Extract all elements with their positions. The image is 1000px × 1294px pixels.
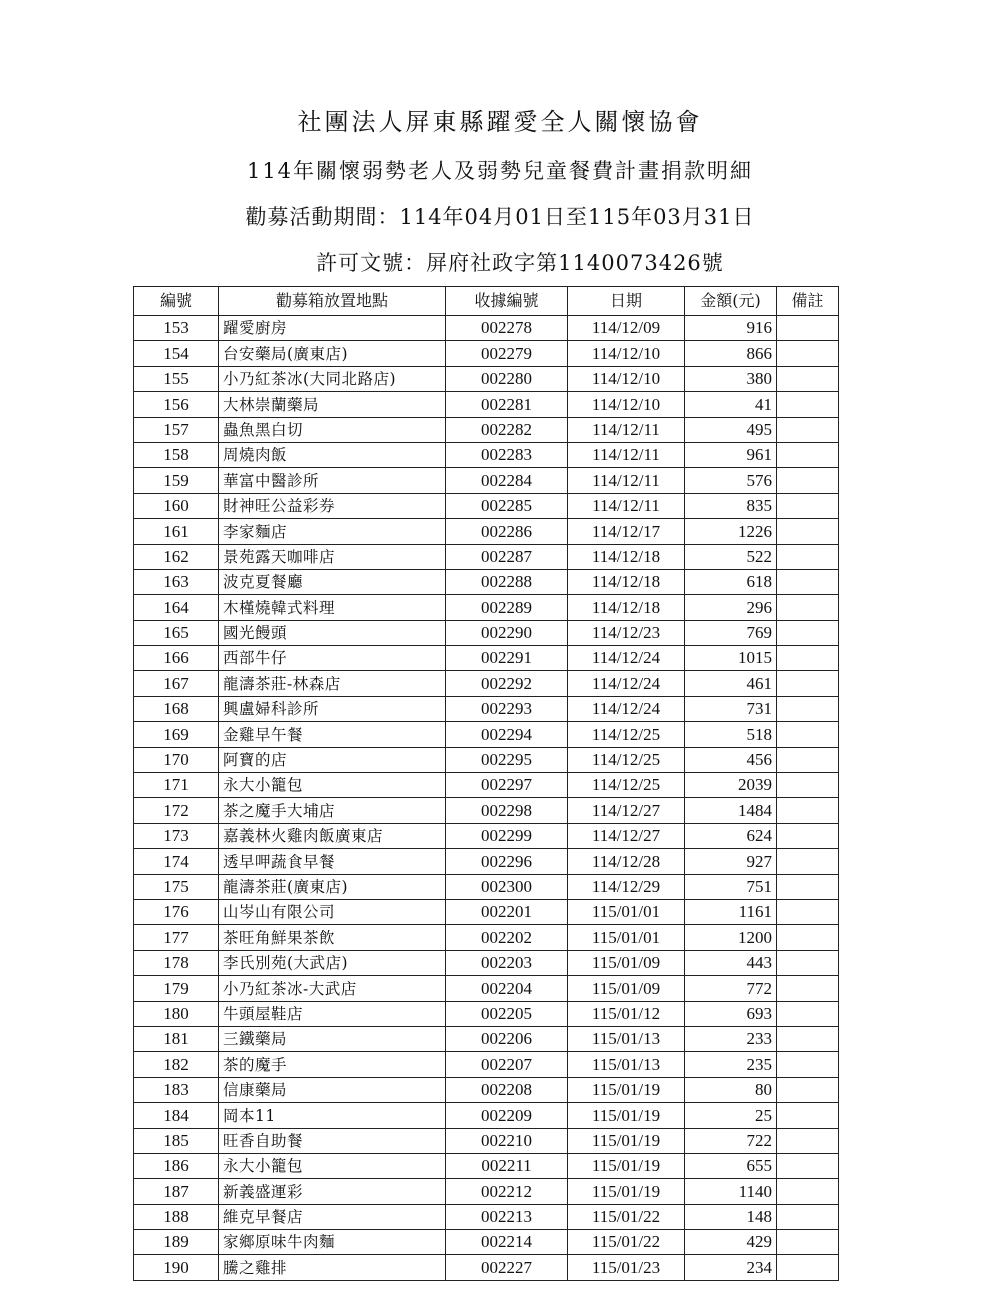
row-date: 114/12/28 (568, 849, 685, 874)
row-location: 三鐵藥局 (219, 1026, 446, 1051)
table-row (134, 366, 839, 391)
table-row (134, 1230, 839, 1255)
row-date: 115/01/12 (568, 1001, 685, 1026)
row-note (777, 1052, 839, 1077)
row-date: 115/01/19 (568, 1077, 685, 1102)
row-date: 114/12/23 (568, 620, 685, 645)
row-note (777, 493, 839, 518)
row-number: 165 (134, 620, 219, 645)
table-row (134, 468, 839, 493)
row-note (777, 823, 839, 848)
row-number: 170 (134, 747, 219, 772)
table-row (134, 1179, 839, 1204)
table-row (134, 1153, 839, 1178)
row-amount: 655 (685, 1153, 777, 1178)
table-row (134, 874, 839, 899)
row-date: 115/01/13 (568, 1052, 685, 1077)
row-location: 岡本11 (219, 1103, 446, 1128)
table-row (134, 519, 839, 544)
row-receipt-number: 002205 (446, 1001, 568, 1026)
table-row (134, 1052, 839, 1077)
row-date: 114/12/11 (568, 468, 685, 493)
row-location: 台安藥局(廣東店) (219, 341, 446, 366)
row-location: 新義盛運彩 (219, 1179, 446, 1204)
row-number: 184 (134, 1103, 219, 1128)
row-location: 嘉義林火雞肉飯廣東店 (219, 823, 446, 848)
row-receipt-number: 002211 (446, 1153, 568, 1178)
row-receipt-number: 002227 (446, 1255, 568, 1280)
row-location: 興盧婦科診所 (219, 696, 446, 721)
row-number: 166 (134, 646, 219, 671)
row-note (777, 671, 839, 696)
table-row (134, 1026, 839, 1051)
table-row (134, 976, 839, 1001)
row-date: 115/01/13 (568, 1026, 685, 1051)
row-date: 114/12/24 (568, 671, 685, 696)
row-location: 躍愛廚房 (219, 316, 446, 341)
table-row (134, 646, 839, 671)
row-receipt-number: 002212 (446, 1179, 568, 1204)
row-number: 168 (134, 696, 219, 721)
row-number: 169 (134, 722, 219, 747)
row-amount: 296 (685, 595, 777, 620)
row-location: 旺香自助餐 (219, 1128, 446, 1153)
row-date: 114/12/18 (568, 544, 685, 569)
row-number: 183 (134, 1077, 219, 1102)
table-row (134, 849, 839, 874)
project-subtitle: 114年關懷弱勢老人及弱勢兒童餐費計畫捐款明細 (246, 159, 754, 183)
row-number: 172 (134, 798, 219, 823)
row-note (777, 341, 839, 366)
col-date-header: 日期 (568, 287, 685, 316)
row-note (777, 1204, 839, 1229)
row-amount: 1161 (685, 899, 777, 924)
row-receipt-number: 002201 (446, 899, 568, 924)
row-note (777, 849, 839, 874)
row-date: 115/01/09 (568, 976, 685, 1001)
row-date: 115/01/23 (568, 1255, 685, 1280)
col-amount-header: 金額(元) (685, 287, 777, 316)
row-date: 115/01/19 (568, 1153, 685, 1178)
campaign-period: 勸募活動期間：114年04月01日至115年03月31日 (245, 205, 755, 229)
row-note (777, 722, 839, 747)
row-amount: 80 (685, 1077, 777, 1102)
row-note (777, 899, 839, 924)
table-row (134, 493, 839, 518)
row-location: 茶之魔手大埔店 (219, 798, 446, 823)
row-receipt-number: 002294 (446, 722, 568, 747)
row-number: 178 (134, 950, 219, 975)
row-date: 114/12/11 (568, 442, 685, 467)
table-row (134, 417, 839, 442)
row-number: 188 (134, 1204, 219, 1229)
row-amount: 772 (685, 976, 777, 1001)
table-row (134, 442, 839, 467)
row-receipt-number: 002214 (446, 1230, 568, 1255)
row-date: 114/12/25 (568, 773, 685, 798)
row-note (777, 519, 839, 544)
table-header (134, 287, 839, 316)
row-note (777, 1026, 839, 1051)
row-location: 山岑山有限公司 (219, 899, 446, 924)
row-location: 李氏別苑(大武店) (219, 950, 446, 975)
row-note (777, 417, 839, 442)
row-number: 174 (134, 849, 219, 874)
row-note (777, 1153, 839, 1178)
row-receipt-number: 002283 (446, 442, 568, 467)
row-number: 154 (134, 341, 219, 366)
row-note (777, 595, 839, 620)
col-number-header: 編號 (134, 287, 219, 316)
table-body (134, 316, 839, 1281)
table-row (134, 392, 839, 417)
row-number: 164 (134, 595, 219, 620)
row-number: 185 (134, 1128, 219, 1153)
row-location: 周燒肉飯 (219, 442, 446, 467)
row-amount: 2039 (685, 773, 777, 798)
row-date: 114/12/24 (568, 646, 685, 671)
row-amount: 1484 (685, 798, 777, 823)
row-number: 156 (134, 392, 219, 417)
row-number: 163 (134, 569, 219, 594)
row-number: 177 (134, 925, 219, 950)
row-date: 115/01/19 (568, 1103, 685, 1128)
row-date: 115/01/01 (568, 925, 685, 950)
row-note (777, 442, 839, 467)
row-note (777, 316, 839, 341)
row-number: 173 (134, 823, 219, 848)
table-row (134, 950, 839, 975)
table-row (134, 569, 839, 594)
row-note (777, 1001, 839, 1026)
row-number: 180 (134, 1001, 219, 1026)
row-amount: 522 (685, 544, 777, 569)
row-amount: 443 (685, 950, 777, 975)
row-amount: 380 (685, 366, 777, 391)
permit-number: 許可文號：屏府社政字第1140073426號 (316, 251, 724, 275)
row-note (777, 1255, 839, 1280)
row-date: 114/12/29 (568, 874, 685, 899)
row-date: 114/12/17 (568, 519, 685, 544)
row-amount: 835 (685, 493, 777, 518)
row-date: 114/12/18 (568, 595, 685, 620)
row-location: 阿寶的店 (219, 747, 446, 772)
row-note (777, 392, 839, 417)
table-row (134, 696, 839, 721)
row-date: 114/12/11 (568, 417, 685, 442)
row-amount: 1015 (685, 646, 777, 671)
row-date: 114/12/10 (568, 366, 685, 391)
row-location: 華富中醫診所 (219, 468, 446, 493)
row-number: 171 (134, 773, 219, 798)
row-date: 114/12/24 (568, 696, 685, 721)
row-amount: 722 (685, 1128, 777, 1153)
row-receipt-number: 002300 (446, 874, 568, 899)
row-receipt-number: 002286 (446, 519, 568, 544)
table-row (134, 925, 839, 950)
row-number: 176 (134, 899, 219, 924)
row-receipt-number: 002292 (446, 671, 568, 696)
table-row (134, 1077, 839, 1102)
row-note (777, 1230, 839, 1255)
row-location: 永大小籠包 (219, 773, 446, 798)
row-date: 115/01/19 (568, 1128, 685, 1153)
row-note (777, 646, 839, 671)
row-receipt-number: 002202 (446, 925, 568, 950)
row-location: 波克夏餐廳 (219, 569, 446, 594)
table-row (134, 1103, 839, 1128)
row-number: 186 (134, 1153, 219, 1178)
row-location: 小乃紅茶冰(大同北路店) (219, 366, 446, 391)
row-note (777, 976, 839, 1001)
row-location: 蟲魚黑白切 (219, 417, 446, 442)
row-receipt-number: 002210 (446, 1128, 568, 1153)
row-amount: 148 (685, 1204, 777, 1229)
row-receipt-number: 002296 (446, 849, 568, 874)
table-row (134, 341, 839, 366)
row-receipt-number: 002213 (446, 1204, 568, 1229)
row-receipt-number: 002287 (446, 544, 568, 569)
row-date: 114/12/27 (568, 798, 685, 823)
table-row (134, 773, 839, 798)
row-number: 190 (134, 1255, 219, 1280)
row-note (777, 1128, 839, 1153)
row-amount: 429 (685, 1230, 777, 1255)
row-date: 114/12/27 (568, 823, 685, 848)
row-receipt-number: 002281 (446, 392, 568, 417)
row-amount: 234 (685, 1255, 777, 1280)
row-amount: 461 (685, 671, 777, 696)
row-location: 財神旺公益彩券 (219, 493, 446, 518)
row-amount: 235 (685, 1052, 777, 1077)
row-number: 187 (134, 1179, 219, 1204)
row-note (777, 925, 839, 950)
row-date: 115/01/22 (568, 1204, 685, 1229)
row-amount: 1226 (685, 519, 777, 544)
row-location: 木槿燒韓式料理 (219, 595, 446, 620)
row-receipt-number: 002293 (446, 696, 568, 721)
table-row (134, 1255, 839, 1280)
row-note (777, 620, 839, 645)
row-date: 115/01/01 (568, 899, 685, 924)
row-number: 179 (134, 976, 219, 1001)
row-amount: 495 (685, 417, 777, 442)
row-receipt-number: 002299 (446, 823, 568, 848)
row-location: 騰之雞排 (219, 1255, 446, 1280)
row-receipt-number: 002208 (446, 1077, 568, 1102)
row-date: 114/12/11 (568, 493, 685, 518)
row-location: 小乃紅茶冰-大武店 (219, 976, 446, 1001)
row-amount: 866 (685, 341, 777, 366)
row-amount: 41 (685, 392, 777, 417)
table-row (134, 1204, 839, 1229)
row-location: 透早呷蔬食早餐 (219, 849, 446, 874)
table-row (134, 316, 839, 341)
row-note (777, 569, 839, 594)
row-amount: 1140 (685, 1179, 777, 1204)
table-row (134, 671, 839, 696)
row-receipt-number: 002207 (446, 1052, 568, 1077)
row-date: 114/12/25 (568, 747, 685, 772)
row-note (777, 544, 839, 569)
row-date: 114/12/18 (568, 569, 685, 594)
row-receipt-number: 002204 (446, 976, 568, 1001)
row-location: 大林崇蘭藥局 (219, 392, 446, 417)
row-receipt-number: 002297 (446, 773, 568, 798)
col-note-header: 備註 (777, 287, 839, 316)
row-note (777, 874, 839, 899)
row-location: 維克早餐店 (219, 1204, 446, 1229)
row-note (777, 1103, 839, 1128)
row-note (777, 798, 839, 823)
row-note (777, 773, 839, 798)
row-amount: 927 (685, 849, 777, 874)
row-number: 167 (134, 671, 219, 696)
row-date: 114/12/10 (568, 392, 685, 417)
row-receipt-number: 002291 (446, 646, 568, 671)
row-amount: 624 (685, 823, 777, 848)
row-receipt-number: 002298 (446, 798, 568, 823)
table-row (134, 595, 839, 620)
row-number: 162 (134, 544, 219, 569)
row-receipt-number: 002203 (446, 950, 568, 975)
row-note (777, 950, 839, 975)
row-date: 115/01/09 (568, 950, 685, 975)
row-receipt-number: 002295 (446, 747, 568, 772)
row-note (777, 366, 839, 391)
col-location-header: 勸募箱放置地點 (219, 287, 446, 316)
row-amount: 233 (685, 1026, 777, 1051)
row-receipt-number: 002209 (446, 1103, 568, 1128)
row-note (777, 696, 839, 721)
row-location: 龍濤茶莊-林森店 (219, 671, 446, 696)
row-location: 茶旺角鮮果茶飲 (219, 925, 446, 950)
row-number: 158 (134, 442, 219, 467)
table-row (134, 620, 839, 645)
row-number: 189 (134, 1230, 219, 1255)
row-receipt-number: 002290 (446, 620, 568, 645)
row-number: 182 (134, 1052, 219, 1077)
row-amount: 731 (685, 696, 777, 721)
row-amount: 456 (685, 747, 777, 772)
row-amount: 518 (685, 722, 777, 747)
row-location: 茶的魔手 (219, 1052, 446, 1077)
row-receipt-number: 002279 (446, 341, 568, 366)
row-note (777, 468, 839, 493)
row-location: 景苑露天咖啡店 (219, 544, 446, 569)
header-row (134, 287, 839, 316)
row-amount: 961 (685, 442, 777, 467)
row-receipt-number: 002284 (446, 468, 568, 493)
row-receipt-number: 002206 (446, 1026, 568, 1051)
row-number: 175 (134, 874, 219, 899)
table-row (134, 798, 839, 823)
row-number: 160 (134, 493, 219, 518)
row-number: 157 (134, 417, 219, 442)
row-amount: 916 (685, 316, 777, 341)
table-row (134, 899, 839, 924)
row-amount: 1200 (685, 925, 777, 950)
row-amount: 618 (685, 569, 777, 594)
row-date: 115/01/22 (568, 1230, 685, 1255)
row-number: 181 (134, 1026, 219, 1051)
row-note (777, 1179, 839, 1204)
table-row (134, 1128, 839, 1153)
col-receipt-header: 收據編號 (446, 287, 568, 316)
table-row (134, 823, 839, 848)
row-location: 李家麵店 (219, 519, 446, 544)
row-date: 114/12/10 (568, 341, 685, 366)
donation-table (133, 286, 839, 1281)
row-date: 114/12/09 (568, 316, 685, 341)
row-number: 159 (134, 468, 219, 493)
row-receipt-number: 002288 (446, 569, 568, 594)
row-amount: 693 (685, 1001, 777, 1026)
row-receipt-number: 002282 (446, 417, 568, 442)
table-row (134, 544, 839, 569)
row-amount: 576 (685, 468, 777, 493)
row-amount: 25 (685, 1103, 777, 1128)
row-receipt-number: 002280 (446, 366, 568, 391)
row-receipt-number: 002285 (446, 493, 568, 518)
row-location: 牛頭屋鞋店 (219, 1001, 446, 1026)
row-number: 161 (134, 519, 219, 544)
row-receipt-number: 002289 (446, 595, 568, 620)
table-row (134, 1001, 839, 1026)
organization-title: 社團法人屏東縣躍愛全人關懷協會 (297, 108, 703, 136)
row-date: 114/12/25 (568, 722, 685, 747)
row-amount: 769 (685, 620, 777, 645)
row-location: 龍濤茶莊(廣東店) (219, 874, 446, 899)
row-amount: 751 (685, 874, 777, 899)
row-note (777, 1077, 839, 1102)
table-row (134, 747, 839, 772)
row-number: 155 (134, 366, 219, 391)
row-location: 國光饅頭 (219, 620, 446, 645)
row-receipt-number: 002278 (446, 316, 568, 341)
row-location: 金雞早午餐 (219, 722, 446, 747)
row-location: 永大小籠包 (219, 1153, 446, 1178)
row-date: 115/01/19 (568, 1179, 685, 1204)
row-location: 家鄉原味牛肉麵 (219, 1230, 446, 1255)
table-row (134, 722, 839, 747)
row-note (777, 747, 839, 772)
row-location: 信康藥局 (219, 1077, 446, 1102)
row-number: 153 (134, 316, 219, 341)
row-location: 西部牛仔 (219, 646, 446, 671)
